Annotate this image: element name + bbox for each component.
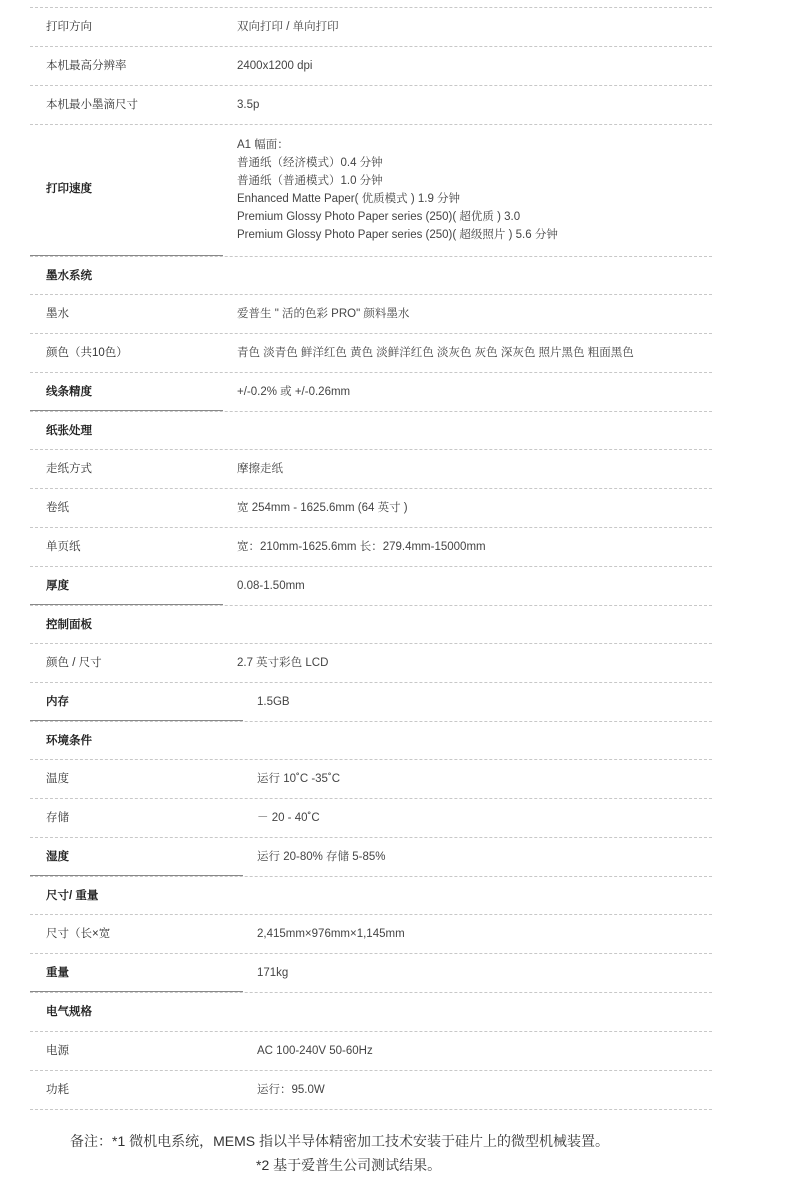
section-paper-handling (30, 412, 712, 450)
spec-key: 走纸方式 (46, 463, 92, 475)
spec-key: 内存 (46, 696, 69, 708)
spec-row-print-speed (30, 125, 712, 257)
spec-row-line-accuracy (30, 373, 712, 412)
spec-key: 墨水 (46, 308, 69, 320)
spec-value: － 20 - 40˚C (257, 812, 320, 824)
spec-row-temperature (30, 760, 712, 799)
spec-value: 2.7 英寸彩色 LCD (237, 657, 329, 669)
speed-line: Premium Glossy Photo Paper series (250)( 超级照片 ) 5.6 分钟 (237, 229, 558, 241)
spec-row-weight (30, 954, 712, 993)
section-title: 墨水系统 (46, 270, 92, 282)
spec-key: 单页纸 (46, 541, 81, 553)
spec-value: 青色 淡青色 鲜洋红色 黄色 淡鲜洋红色 淡灰色 灰色 深灰色 照片黑色 粗面黑色 (237, 347, 634, 359)
spec-value: 双向打印 / 单向打印 (237, 21, 339, 33)
spec-value-lines (30, 125, 712, 256)
spec-key: 厚度 (46, 580, 69, 592)
spec-value: 摩擦走纸 (237, 463, 283, 475)
spec-row-power-supply (30, 1032, 712, 1071)
spec-row-max-resolution (30, 47, 712, 86)
spec-value: 171kg (257, 967, 289, 979)
speed-line: 普通纸（普通模式）1.0 分钟 (237, 175, 383, 187)
spec-key: 本机最高分辨率 (46, 60, 127, 72)
spec-value: +/-0.2% 或 +/-0.26mm (237, 386, 351, 398)
section-title: 控制面板 (46, 619, 92, 631)
section-title: 环境条件 (46, 735, 92, 747)
spec-row-dimensions (30, 915, 712, 954)
footnote-2: *2 基于爱普生公司测试结果。 (256, 1157, 442, 1173)
spec-value: 运行：95.0W (257, 1084, 325, 1096)
spec-row-power-consumption (30, 1071, 712, 1110)
spec-key: 颜色 / 尺寸 (46, 657, 102, 669)
spec-row-roll-paper (30, 489, 712, 528)
spec-key: 线条精度 (46, 386, 92, 398)
spec-row-min-droplet (30, 86, 712, 125)
spec-value: 运行 20-80% 存储 5-85% (257, 851, 386, 863)
spec-value: 3.5p (237, 99, 260, 111)
spec-key: 电源 (46, 1045, 69, 1057)
spec-value: 0.08-1.50mm (237, 580, 305, 592)
top-divider (30, 0, 712, 8)
speed-line: Enhanced Matte Paper( 优质模式 ) 1.9 分钟 (237, 193, 461, 205)
speed-line: A1 幅面： (237, 139, 289, 151)
speed-line: Premium Glossy Photo Paper series (250)( 超优质 ) 3.0 (237, 211, 521, 223)
spec-key: 打印速度 (46, 183, 92, 195)
spec-value: 2400x1200 dpi (237, 60, 313, 72)
spec-value: 2,415mm×976mm×1,145mm (257, 928, 405, 940)
spec-value: 1.5GB (257, 696, 290, 708)
spec-key: 尺寸（长×宽 (46, 928, 111, 940)
spec-key: 重量 (46, 967, 69, 979)
spec-key: 卷纸 (46, 502, 69, 514)
section-title: 纸张处理 (46, 425, 92, 437)
section-title: 尺寸/ 重量 (46, 890, 99, 902)
section-ink-system (30, 257, 712, 295)
spec-row-memory (30, 683, 712, 722)
spec-value: AC 100-240V 50-60Hz (257, 1045, 373, 1057)
spec-row-humidity (30, 838, 712, 877)
spec-row-print-direction (30, 8, 712, 47)
spec-value: 宽：210mm-1625.6mm 长：279.4mm-15000mm (237, 541, 486, 553)
spec-table (30, 0, 712, 1110)
spec-key: 本机最小墨滴尺寸 (46, 99, 138, 111)
spec-row-colors (30, 334, 712, 373)
spec-key: 湿度 (46, 851, 69, 863)
section-environment (30, 722, 712, 760)
spec-key: 温度 (46, 773, 69, 785)
spec-row-ink (30, 295, 712, 334)
speed-line: 普通纸（经济模式）0.4 分钟 (237, 157, 383, 169)
spec-key: 存储 (46, 812, 69, 824)
spec-key: 功耗 (46, 1084, 69, 1096)
section-electrical (30, 993, 712, 1032)
section-title: 电气规格 (46, 1006, 92, 1018)
spec-row-thickness (30, 567, 712, 606)
spec-row-panel-size (30, 644, 712, 683)
section-dimensions-weight (30, 877, 712, 915)
spec-key: 颜色（共10色） (46, 347, 128, 359)
footnote-1: 备注：*1 微机电系统，MEMS 指以半导体精密加工技术安装于硅片上的微型机械装置。 (70, 1133, 610, 1149)
spec-row-cut-sheet (30, 528, 712, 567)
spec-row-paper-feed (30, 450, 712, 489)
spec-key: 打印方向 (46, 21, 92, 33)
spec-value: 爱普生 " 活的色彩 PRO" 颜料墨水 (237, 308, 410, 320)
section-control-panel (30, 606, 712, 644)
spec-value: 宽 254mm - 1625.6mm (64 英寸 ) (237, 502, 408, 514)
footnotes (70, 1129, 609, 1177)
spec-row-storage (30, 799, 712, 838)
spec-value: 运行 10˚C -35˚C (257, 773, 341, 785)
